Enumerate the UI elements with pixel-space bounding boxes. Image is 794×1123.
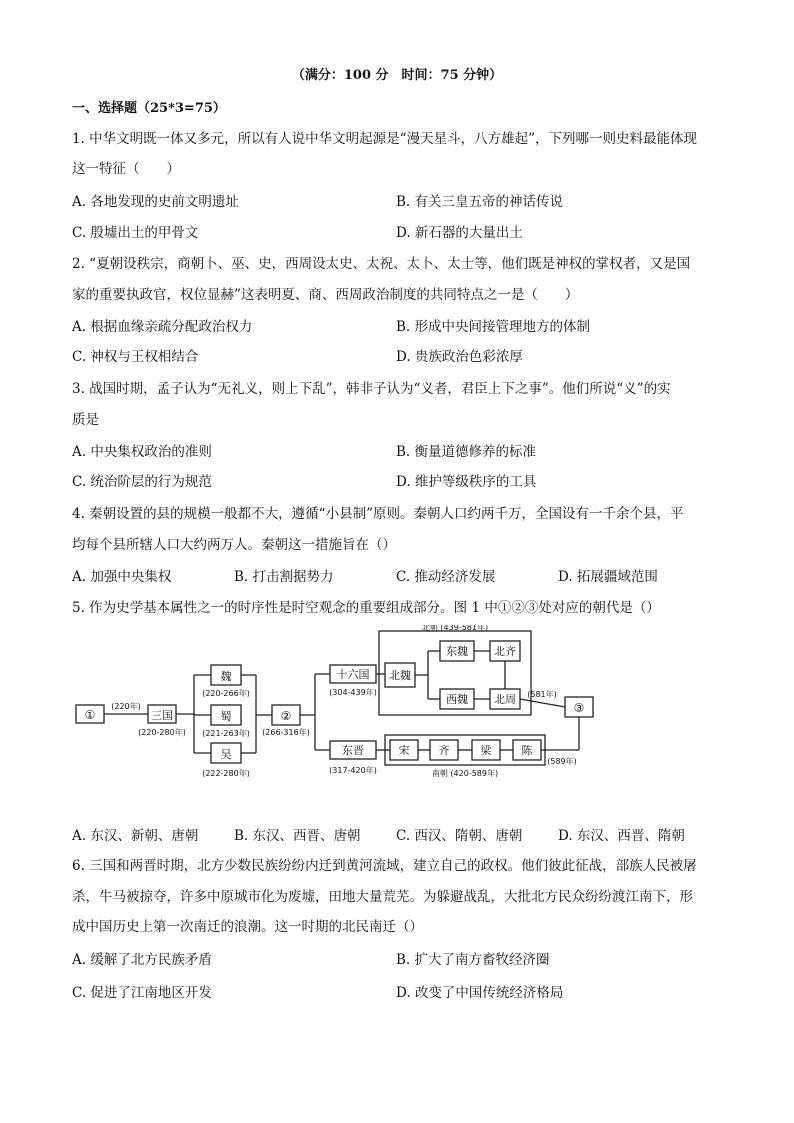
q1-option-a: A. 各地发现的史前文明遗址 [72, 194, 239, 210]
q4-option-a: A. 加强中央集权 [72, 569, 172, 585]
label-1: ① [84, 708, 96, 722]
q2-stem-line2: 家的重要执政官，权位显赫”这表明夏、商、西周政治制度的共同特点之一是（ ） [72, 287, 579, 303]
label-wei: 魏 [220, 670, 232, 683]
label-shu: 蜀 [220, 710, 232, 723]
label-liang: 梁 [480, 744, 492, 757]
q1-option-c: C. 殷墟出土的甲骨文 [72, 225, 199, 241]
q6-option-d: D. 改变了中国传统经济格局 [396, 985, 564, 1001]
label-beizhou: 北周 [494, 693, 516, 706]
label-3: ③ [573, 701, 585, 715]
q5-option-d: D. 东汉、西晋、隋朝 [558, 828, 685, 844]
label-beiqi: 北齐 [494, 645, 516, 658]
q5-option-b: B. 东汉、西晋、唐朝 [234, 828, 361, 844]
label-sanguo: 三国 [151, 709, 173, 722]
label-xiwei: 西魏 [446, 693, 468, 706]
q1-option-b: B. 有关三皇五帝的神话传说 [396, 194, 564, 210]
label-y220: (220年) [111, 702, 141, 711]
q6-stem-line1: 6. 三国和两晋时期，北方少数民族纷纷内迁到黄河流域，建立自己的政权。他们彼此征战，部族人民被屠 [72, 858, 697, 874]
label-sanguo-years: (220-280年) [138, 728, 186, 737]
label-beichao: 北朝 (439-581年) [421, 625, 489, 632]
label-qi: 齐 [438, 744, 450, 757]
score-time-header: （满分：100 分 时间：75 分钟） [291, 68, 503, 83]
label-dongjin: 东晋 [342, 744, 364, 757]
q4-option-d: D. 拓展疆域范围 [558, 569, 658, 585]
q3-stem-line1: 3. 战国时期，孟子认为“无礼义，则上下乱”，韩非子认为“义者，君臣上下之事”。他们所说“义”的实 [72, 381, 671, 397]
q5-option-a: A. 东汉、新朝、唐朝 [72, 828, 199, 844]
label-nanchao: 南朝 (420-589年) [431, 769, 499, 778]
label-y581: (581年) [527, 690, 557, 699]
label-dongjin-years: (317-420年) [329, 766, 377, 775]
q6-option-b: B. 扩大了南方畜牧经济圈 [396, 952, 550, 968]
dynasty-timeline-diagram [70, 625, 630, 785]
q2-option-b: B. 形成中央间接管理地方的体制 [396, 319, 591, 335]
q3-option-d: D. 维护等级秩序的工具 [396, 474, 537, 490]
q6-stem-line2: 杀，牛马被掠夺，许多中原城市化为废墟，田地大量荒芜。为躲避战乱，大批北方民众纷纷渡江南下，形 [72, 889, 693, 905]
q2-option-c: C. 神权与王权相结合 [72, 349, 199, 365]
q5-stem-line1: 5. 作为史学基本属性之一的时序性是时空观念的重要组成部分。图 1 中①②③处对应的朝代是（） [72, 600, 660, 616]
q6-option-c: C. 促进了江南地区开发 [72, 985, 212, 1001]
q2-option-a: A. 根据血缘亲疏分配政治权力 [72, 319, 253, 335]
q4-stem-line2: 均每个县所辖人口大约两万人。秦朝这一措施旨在（） [72, 537, 396, 553]
label-wei-years: (220-266年) [202, 689, 250, 698]
q4-stem-line1: 4. 秦朝设置的县的规模一般都不大，遵循“小县制”原则。秦朝人口约两千万，全国设有一千余个县，平 [72, 506, 684, 522]
label-shiliuguo: 十六国 [336, 668, 370, 681]
q1-stem-line2: 这一特征（ ） [72, 161, 180, 177]
q4-option-c: C. 推动经济发展 [396, 569, 496, 585]
q5-option-c: C. 西汉、隋朝、唐朝 [396, 828, 523, 844]
section-title: 一、选择题（25*3=75） [72, 101, 226, 116]
label-chen: 陈 [521, 744, 533, 757]
label-shiliuguo-years: (304-439年) [329, 688, 377, 697]
label-y266-316: (266-316年) [262, 728, 310, 737]
q1-option-d: D. 新石器的大量出土 [396, 225, 523, 241]
q4-option-b: B. 打击割据势力 [234, 569, 334, 585]
q3-stem-line2: 质是 [72, 412, 99, 428]
label-2: ② [280, 709, 292, 723]
q3-option-a: A. 中央集权政治的准则 [72, 444, 212, 460]
label-y589: (589年) [547, 757, 577, 766]
label-dongwei: 东魏 [446, 645, 468, 658]
q1-stem-line1: 1. 中华文明既一体又多元，所以有人说中华文明起源是“漫天星斗，八方雄起”，下列哪一则史料最能体现 [72, 131, 697, 147]
label-wu: 吴 [220, 748, 232, 761]
q2-stem-line1: 2. “夏朝设秩宗，商朝卜、巫、史，西周设太史、太祝、太卜、太士等，他们既是神权的掌权者，又是国 [72, 256, 691, 272]
q3-option-c: C. 统治阶层的行为规范 [72, 474, 212, 490]
label-song: 宋 [398, 744, 410, 757]
q2-option-d: D. 贵族政治色彩浓厚 [396, 349, 523, 365]
q3-option-b: B. 衡量道德修养的标准 [396, 444, 537, 460]
label-shu-years: (221-263年) [202, 729, 250, 738]
label-wu-years: (222-280年) [202, 769, 250, 778]
label-beiwei: 北魏 [389, 669, 411, 682]
q6-stem-line3: 成中国历史上第一次南迁的浪潮。这一时期的北民南迁（） [72, 919, 423, 935]
q6-option-a: A. 缓解了北方民族矛盾 [72, 952, 212, 968]
